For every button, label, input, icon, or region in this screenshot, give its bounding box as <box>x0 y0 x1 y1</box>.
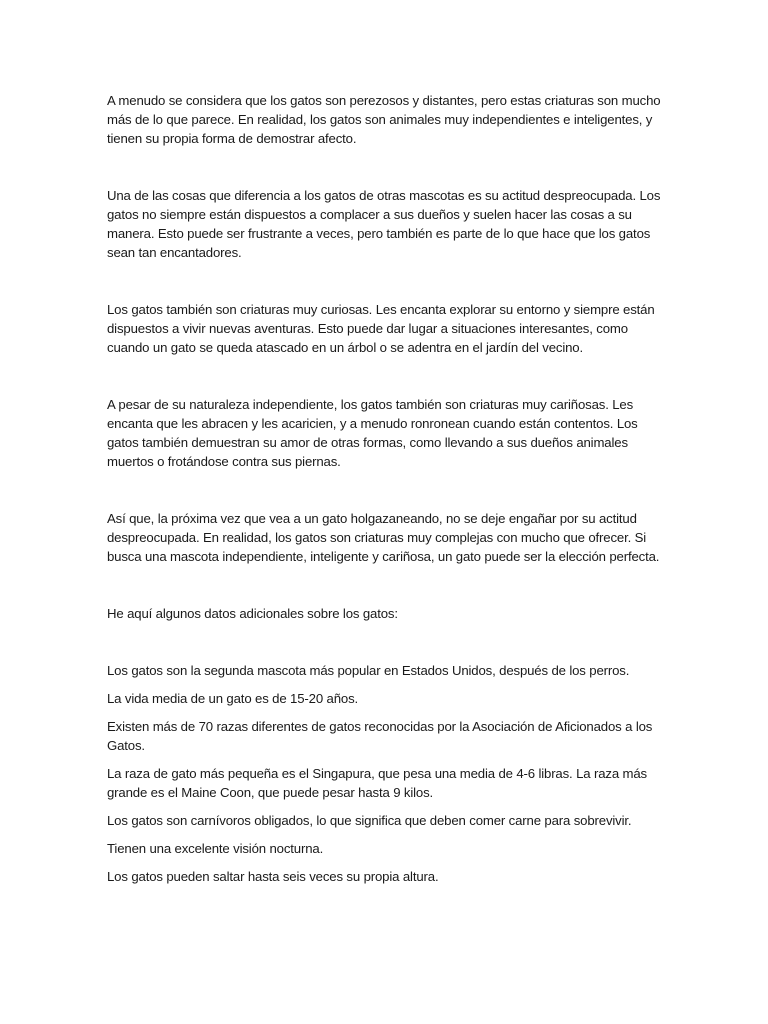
paragraph-affection: A pesar de su naturaleza independiente, los gatos también son criaturas muy cariñosas. Les encanta que les abracen y les acaricien, y a menudo ronronean cuando están contentos. Los gatos también demuestran su amor de otras formas, como llevando a sus dueños animales muertos o frotándose contra sus piernas. <box>107 397 638 469</box>
facts-list <box>107 661 667 886</box>
fact-item: Los gatos son carnívoros obligados, lo que significa que deben comer carne para sobrevivir. <box>107 813 632 828</box>
paragraph-attitude: Una de las cosas que diferencia a los gatos de otras mascotas es su actitud despreocupada. Los gatos no siempre están dispuestos a complacer a sus dueños y suelen hacer las cosas a su manera. Esto puede ser frustrante a veces, pero también es parte de lo que hace que los gatos sean tan encantadores. <box>107 188 661 260</box>
paragraph-curiosity: Los gatos también son criaturas muy curiosas. Les encanta explorar su entorno y siempre están dispuestos a vivir nuevas aventuras. Esto puede dar lugar a situaciones interesantes, como cuando un gato se queda atascado en un árbol o se adentra en el jardín del vecino. <box>107 302 655 355</box>
facts-heading: He aquí algunos datos adicionales sobre los gatos: <box>107 606 398 621</box>
fact-item: Los gatos son la segunda mascota más popular en Estados Unidos, después de los perros. <box>107 663 630 678</box>
fact-item: Existen más de 70 razas diferentes de gatos reconocidas por la Asociación de Aficionados a los Gatos. <box>107 719 653 753</box>
paragraph-intro: A menudo se considera que los gatos son perezosos y distantes, pero estas criaturas son mucho más de lo que parece. En realidad, los gatos son animales muy independientes e inteligentes, y tienen su propia forma de demostrar afecto. <box>107 93 661 146</box>
fact-item: Los gatos pueden saltar hasta seis veces su propia altura. <box>107 869 439 884</box>
fact-item: Tienen una excelente visión nocturna. <box>107 841 324 856</box>
fact-item: La vida media de un gato es de 15-20 años. <box>107 691 359 706</box>
fact-item: La raza de gato más pequeña es el Singapura, que pesa una media de 4-6 libras. La raza más grande es el Maine Coon, que puede pesar hasta 9 kilos. <box>107 766 648 800</box>
paragraph-conclusion: Así que, la próxima vez que vea a un gato holgazaneando, no se deje engañar por su actitud despreocupada. En realidad, los gatos son criaturas muy complejas con mucho que ofrecer. Si busca una mascota independiente, inteligente y cariñosa, un gato puede ser la elección perfecta. <box>107 511 660 564</box>
document-body <box>107 91 667 902</box>
